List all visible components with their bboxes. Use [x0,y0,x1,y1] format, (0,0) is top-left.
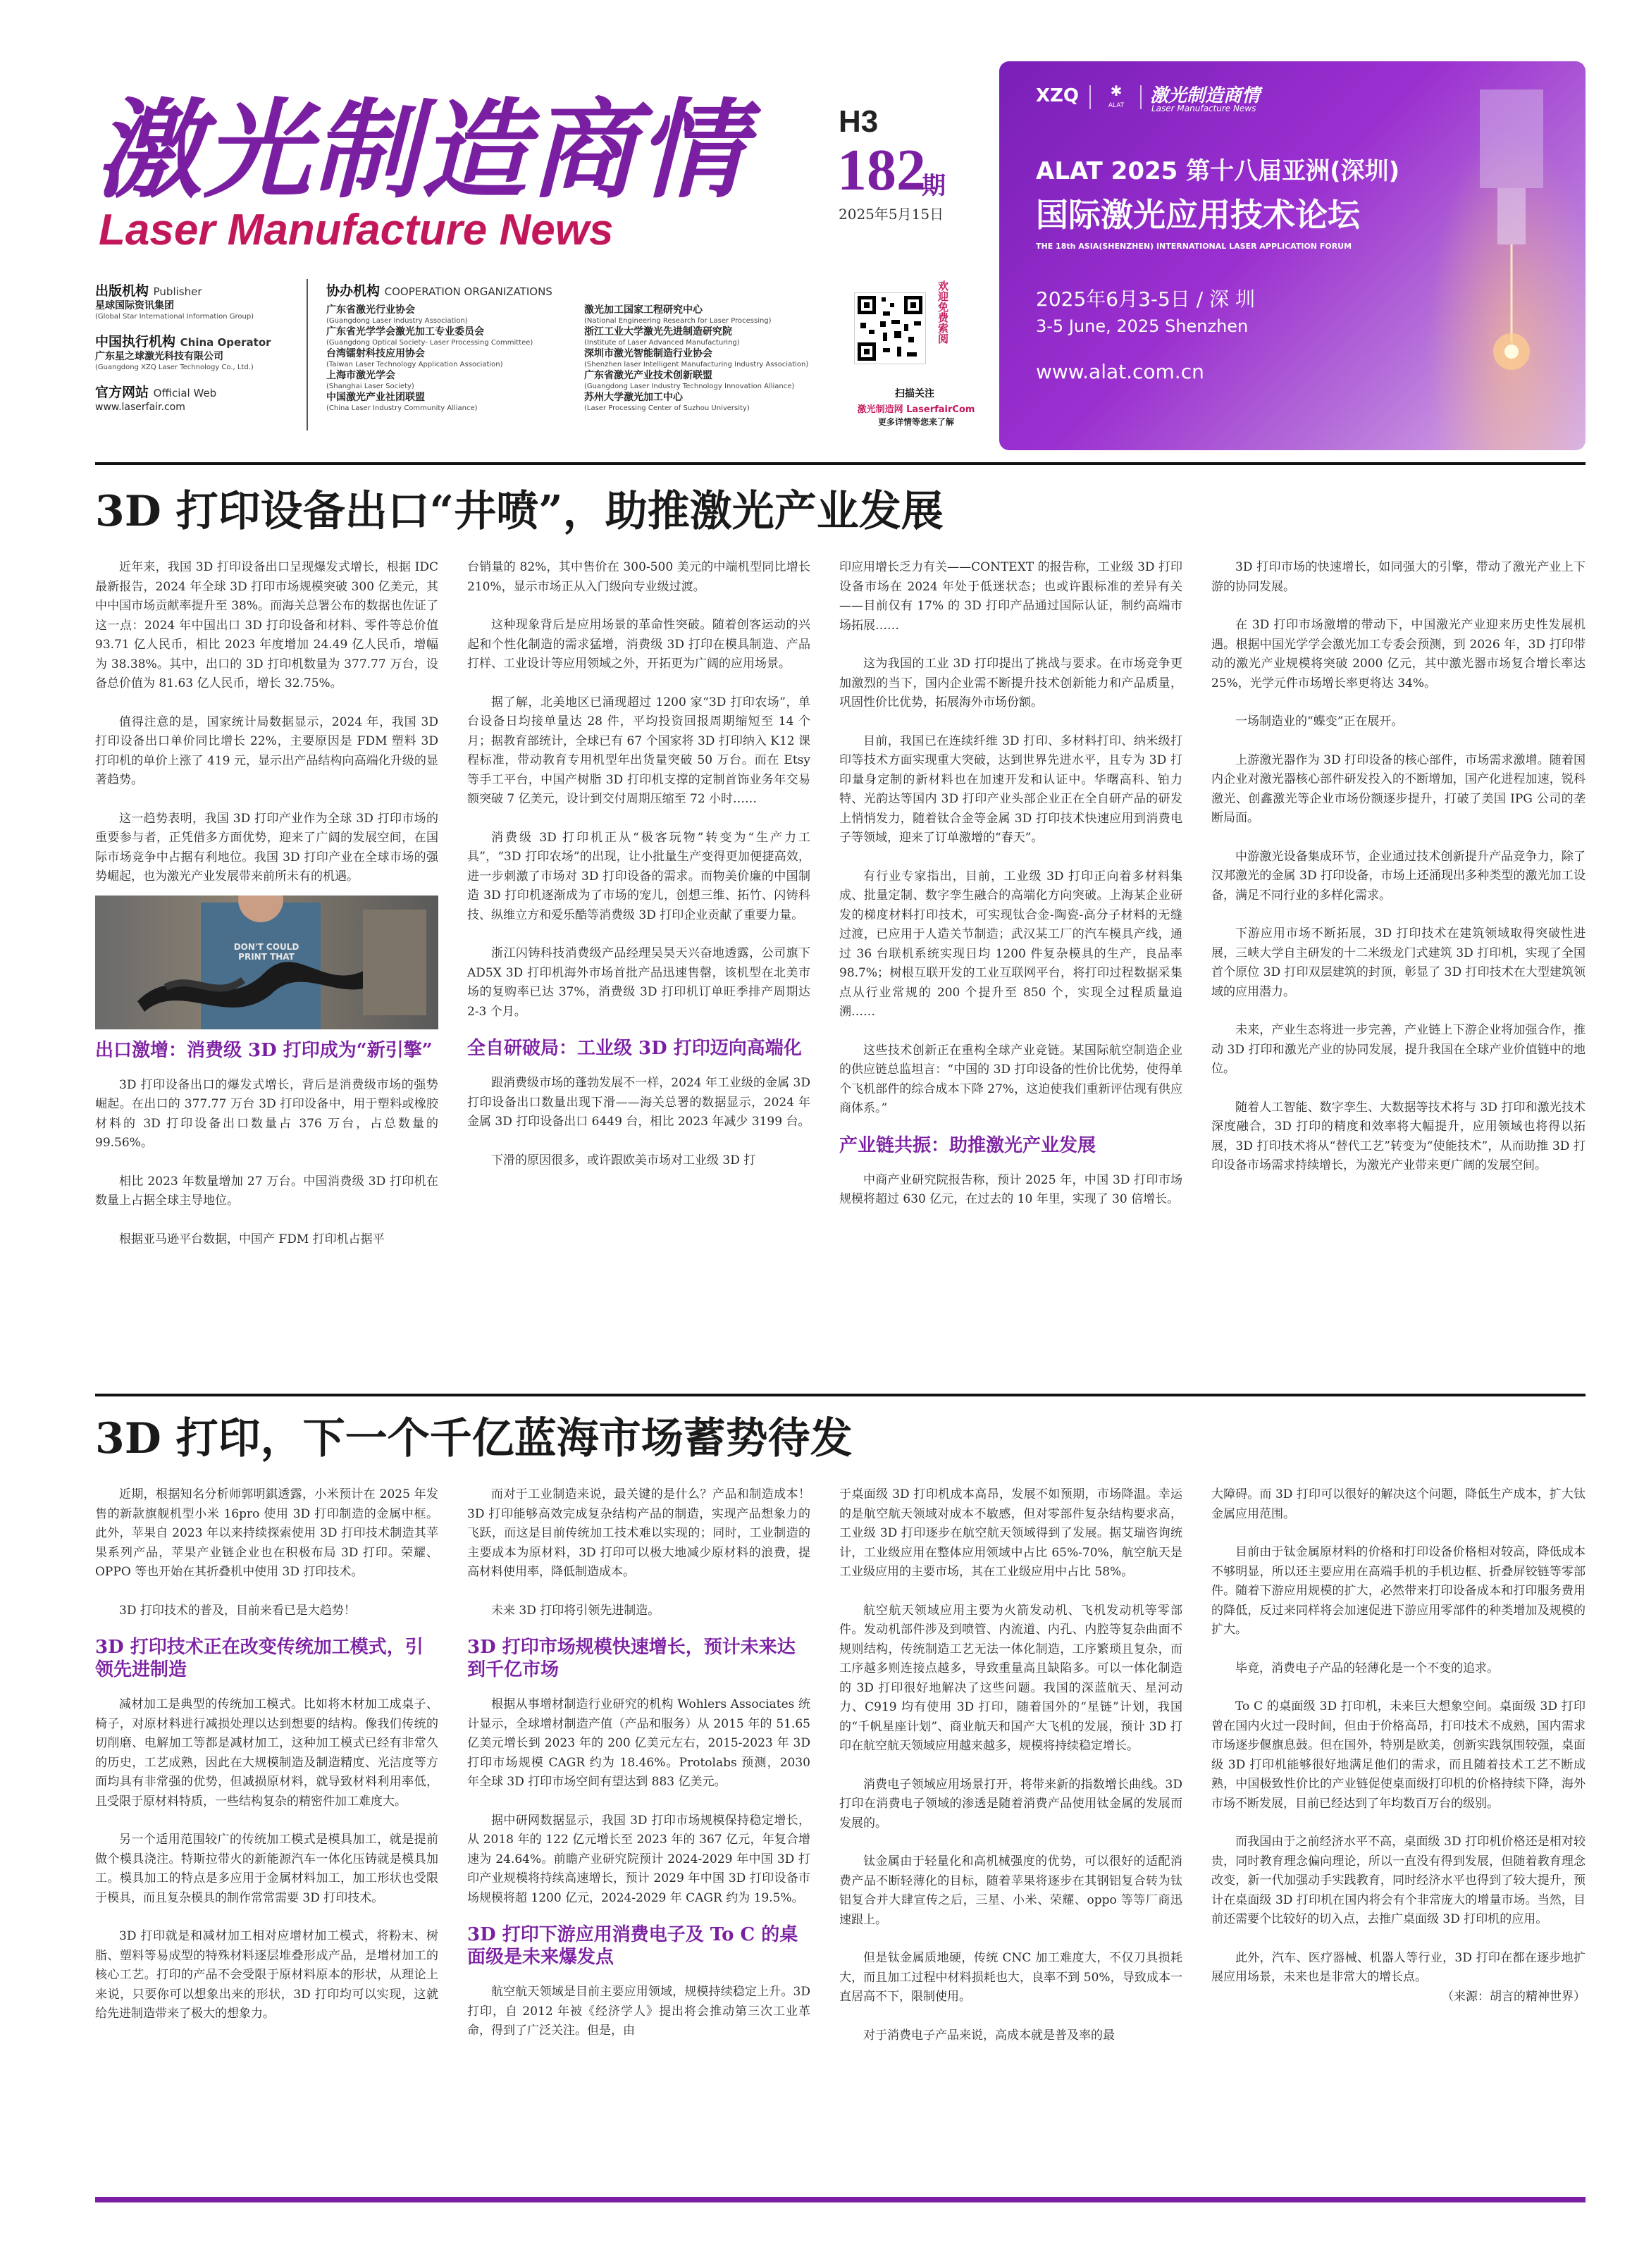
coop-name: 广东省光学学会激光加工专业委员会 [326,326,484,337]
paragraph: 3D 打印市场的快速增长，如同强大的引擎，带动了激光产业上下游的协同发展。 [1211,560,1586,594]
coop-en: (Laser Processing Center of Suzhou University) [584,404,750,412]
paragraph: 于桌面级 3D 打印机成本高昂，发展不如预期，市场降温。幸运的是航空航天领域对成本不敏感，但对零部件复杂结构要求高，工业级 3D 打印逐步在航空航天领域得到了发展。据艾瑞咨询统计，工业级应用在整体应用领域中占比 65%-70%，航空航天是工业级应用的主要市场，其在工业级应用中占比 58%。 [839,1487,1182,1579]
paragraph: 据了解，北美地区已涌现超过 1200 家“3D 打印农场”，单台设备日均接单量达 28 件，平均投资回报周期缩短至 14 个月；据教育部统计，全球已有 67 个国家将 3D 打印纳入 K12 课程标准，带动教育专用机型年出货量突破 50 万台。而在 Etsy 等手工平台，中国产树脂 3D 打印机支撑的定制首饰业务年交易额突破 7 亿美元，设计到交付周期压缩至 72 小时…… [467,695,810,806]
qr-scan-label: 扫描关注 [895,388,934,399]
coop-name: 苏州大学激光加工中心 [584,392,683,403]
paragraph: 这种现象背后是应用场景的革命性突破。随着创客运动的兴起和个性化制造的需求猛增，消费级 3D 打印在模具制造、产品打样、工业设计等应用领域之外，开拓更为广阔的应用场景。 [467,618,810,671]
article1-subhead-1: 出口激增：消费级 3D 打印成为“新引擎” [95,1039,433,1061]
coop-en: (China Laser Industry Community Alliance) [326,404,478,412]
ad-forum-title-en: THE 18th ASIA(SHENZHEN) INTERNATIONAL LASER APPLICATION FORUM [1036,242,1352,251]
coop-item [326,391,559,413]
cooperation-right-list [584,304,824,413]
qr-side-text: 欢迎免费索阅 [937,280,949,344]
publisher-label-group [95,280,299,299]
bottom-rule [95,2197,1586,2202]
article1-col3 [839,558,1182,1210]
coop-en: (Guangdong Optical Society- Laser Processing Committee) [326,339,533,347]
paragraph: 近年来，我国 3D 打印设备出口呈现爆发式增长，根据 IDC 最新报告，2024 年全球 3D 打印市场规模突破 300 亿美元，其中中国市场贡献率提升至 38%。而海关总署公布的数据也佐证了这一点：2024 年中国出口 3D 打印设备和材料、零件等总价值 93.71 亿人民币，相比 2023 年度增加 24.49 亿人民币，增幅为 38.38%。其中，出口的 3D 打印机数量为 377.77 万台，设备总价值为 81.63 亿人民币，增长 32.75%。 [95,560,438,690]
coop-name: 广东省激光行业协会 [326,304,415,316]
masthead-logo-en: Laser Manufacture News [99,206,614,254]
article1-subhead-3: 产业链共振：助推激光产业发展 [839,1134,1096,1156]
coop-item [584,347,824,369]
ad-url[interactable]: www.alat.com.cn [1036,360,1204,383]
coop-en: (National Engineering Research for Laser Processing) [584,317,772,325]
coop-name: 台湾镭射科技应用协会 [326,348,425,359]
printed-sculpture-image [95,896,438,1029]
qr-more: 更多详情等您来了解 [877,417,954,427]
website-url[interactable]: www.laserfair.com [95,402,185,413]
coop-name: 中国激光产业社团联盟 [326,392,425,403]
coop-en: (Shenzhen laser Intelligent Manufacturing Industry Association) [584,361,809,368]
paragraph: 据中研网数据显示，我国 3D 打印市场规模保持稳定增长，从 2018 年的 122 亿元增长至 2023 年的 367 亿元，年复合增速为 24.64%。前瞻产业研究院预计 2024-2029 年中国 3D 打印产业规模将持续高速增长，预计 2029 年中国 3D 打印设备市场规模将超 1200 亿元，2024-2029 年 CAGR 约为 19.5%。 [467,1813,810,1905]
paragraph: 但是钛金属质地硬，传统 CNC 加工难度大，不仅刀具损耗大，而且加工过程中材料损耗也大，良率不到 50%，导致成本一直居高不下，限制使用。 [839,1951,1182,2004]
issue-date: 2025年5月15日 [839,206,944,223]
article2-source: （来源：胡言的精神世界） [1442,1989,1586,2004]
cooperation-label-group [326,280,834,299]
section-rule [95,1394,1586,1396]
forum-advertisement[interactable] [999,61,1586,450]
paragraph: 目前，我国已在连续纤维 3D 打印、多材料打印、纳米级打印等技术方面实现重大突破，达到世界先进水平，且专为 3D 打印量身定制的新材料也在加速开发和认证中。华曙高科、铂力特、光韵达等国内 3D 打印产业头部企业正在全自研产品的研发上悄悄发力，随着钛合金等金属 3D 打印技术快速应用到消费电子等领域，迎来了订单激增的“春天”。 [839,733,1182,845]
paragraph: 浙江闪铸科技消费级产品经理吴昊天兴奋地透露，公司旗下 AD5X 3D 打印机海外市场首批产品迅速售罄，该机型在北美市场的复购率已达 37%，消费级 3D 打印机订单旺季排产周期达 2-3 个月。 [467,946,810,1019]
paragraph: 跟消费级市场的蓬勃发展不一样，2024 年工业级的金属 3D 打印设备出口数量出现下滑——海关总署的数据显示，2024 年金属 3D 打印设备出口 6449 台，相比 2023 年减少 3199 台。 [467,1076,810,1129]
paragraph: 台销量的 82%，其中售价在 300-500 美元的中端机型同比增长 210%，显示市场正从入门级向专业级过渡。 [467,560,810,594]
website-label-group [95,382,299,401]
paragraph: 中商产业研究院报告称，预计 2025 年，中国 3D 打印市场规模将超过 630 亿元，在过去的 10 年里，实现了 30 倍增长。 [839,1172,1182,1206]
qr-account: 激光制造网 LaserfairCom [857,404,975,415]
article1-photo [95,896,438,1029]
publisher-label-en: Publisher [153,285,202,298]
coop-en: (Guangdong Laser Industry Technology Innovation Alliance) [584,383,795,390]
article2-headline: 3D 打印，下一个千亿蓝海市场蓄势待发 [95,1414,853,1463]
article2-subhead-1: 3D 打印技术正在改变传统加工模式，引领先进制造 [95,1637,424,1680]
coop-item [326,326,559,347]
paragraph: 根据亚马逊平台数据，中国产 FDM 打印机占据平 [119,1232,385,1246]
paragraph: 根据从事增材制造行业研究的机构 Wohlers Associates 统计显示，全球增材制造产值（产品和服务）从 2015 年的 51.65 亿美元增长到 2023 年的 200 亿美元左右，2015-2023 年 3D 打印市场规模 CAGR 约为 18.46%。Protolabs 预测，2030 年全球 3D 打印市场空间有望达到 883 亿美元。 [467,1697,810,1789]
cooperation-block [326,280,834,413]
ad-brand-divider [1140,85,1142,109]
article1-col4 [1211,558,1586,1176]
issue-number: 182 [837,137,926,203]
cooperation-left-list [326,304,559,413]
publisher-name-en: (Global Star International Information Group) [95,313,254,321]
paragraph: 值得注意的是，国家统计局数据显示，2024 年，我国 3D 打印设备出口单价同比增长 22%，主要原因是 FDM 塑料 3D 打印机的单价上涨了 419 元，显示出产品结构向高端化升级的显著趋势。 [95,714,438,787]
article2-subhead-2: 3D 打印市场规模快速增长，预计未来达到千亿市场 [467,1637,796,1680]
ad-brand-xzq: XZQ [1036,85,1080,106]
paragraph: 随着人工智能、数字孪生、大数据等技术将与 3D 打印和激光技术深度融合，3D 打印的精度和效率将大幅提升，应用领域也将得以拓展，3D 打印技术将从“替代工艺”转变为“使能技术”，从而助推 3D 打印设备市场需求持续增长，为激光产业带来更广阔的发展空间。 [1211,1100,1586,1172]
article1-col1 [95,558,438,1249]
article2-subhead-3: 3D 打印下游应用消费电子及 To C 的桌面级是未来爆发点 [467,1924,798,1968]
paragraph: 此外，汽车、医疗器械、机器人等行业，3D 打印在都在逐步地扩展应用场景，未来也是非常大的增长点。 [1211,1950,1586,1984]
ad-brand-en: Laser Manufacture News [1151,104,1256,113]
operator-label: 中国执行机构 [95,334,176,349]
article1-col2 [467,558,810,1170]
paragraph: 消费电子领域应用场景打开，将带来新的指数增长曲线。3D 打印在消费电子领域的渗透是随着消费产品使用钛金属的发展而发展的。 [839,1777,1182,1830]
ad-brand-divider [1089,85,1091,109]
operator-label-group [95,331,299,350]
coop-item [326,304,559,326]
qr-code[interactable] [854,292,926,364]
coop-en: (Guangdong Laser Industry Association) [326,317,468,325]
paragraph: 对于消费电子产品来说，高成本就是普及率的最 [863,2028,1115,2043]
coop-item [584,304,824,326]
cooperation-label: 协办机构 [326,283,381,299]
section-label: H3 [839,104,879,139]
paragraph: 相比 2023 年数量增加 27 万台。中国消费级 3D 打印机在数量上占据全球主导地位。 [95,1174,438,1208]
coop-name: 深圳市激光智能制造行业协会 [584,348,712,359]
article2-col1 [95,1485,438,2024]
article2-col4 [1211,1485,1586,2007]
cooperation-label-en: COOPERATION ORGANIZATIONS [384,285,552,298]
paragraph: 3D 打印就是和减材加工相对应增材加工模式，将粉末、树脂、塑料等易成型的特殊材料逐层堆叠形成产品，是增材加工的核心工艺。打印的产品不会受限于原材料原本的形状，从理论上来说，只要你可以想象出来的形状，3D 打印均可以实现，这就给先进制造带来了极大的想象力。 [95,1929,438,2021]
coop-item [584,369,824,391]
publisher-block [95,280,299,414]
laser-machine-graphic [1430,89,1571,442]
paragraph: 下滑的原因很多，或许跟欧美市场对工业级 3D 打 [491,1153,756,1167]
paragraph: 消费级 3D 打印机正从“极客玩物”转变为“生产力工具”，“3D 打印农场”的出现，让小批量生产变得更加便捷高效，进一步刺激了市场对 3D 打印设备的需求。而物美价廉的中国制造 3D 打印机逐渐成为了市场的宠儿，创想三维、拓竹、闪铸科技、纵维立方和爱乐酷等消费级 3D 打印企业贡献了重要力量。 [467,830,810,922]
paragraph: 未来 3D 打印将引领先进制造。 [491,1603,660,1618]
issue-suffix: 期 [922,172,946,200]
coop-en: (Taiwan Laser Technology Application Association) [326,361,503,368]
paragraph: 而对于工业制造来说，最关键的是什么？产品和制造成本！3D 打印能够高效完成复杂结构产品的制造，实现产品想象力的飞跃，而这是目前传统加工技术难以实现的；同时，工业制造的主要成本为原材料，3D 打印可以极大地减少原材料的浪费，提高材料使用率，降低制造成本。 [467,1487,810,1579]
ad-forum-line1: ALAT 2025 第十八届亚洲(深圳) [1036,157,1400,185]
paragraph: 航空航天领域是目前主要应用领域，规模持续稳定上升。3D 打印，自 2012 年被《经济学人》提出将会推动第三次工业革命，得到了广泛关注。但是，由 [467,1985,810,2038]
operator-label-en: China Operator [180,336,271,349]
paragraph: 减材加工是典型的传统加工模式。比如将木材加工成桌子、椅子，对原材料进行减损处理以达到想要的结构。像我们传统的切削磨、电解加工等都是减材加工，这种加工模式已经有非常久的历史，工艺成熟，因此在大规模制造及制造精度、光洁度等方面均具有非常强的优势，但减损原材料，就导致材料利用率低，且受限于原材料特质，一些结构复杂的精密件加工难度大。 [95,1697,438,1809]
paragraph: 下游应用市场不断拓展，3D 打印技术在建筑领域取得突破性进展，三峡大学自主研发的十二米级龙门式建筑 3D 打印机，实现了全国首个原位 3D 打印双层建筑的封顶，彰显了 3D 打印技术在大型建筑领域的应用潜力。 [1211,927,1586,999]
coop-name: 浙江工业大学激光先进制造研究院 [584,326,732,337]
ad-date-cn: 2025年6月3-5日 / 深 圳 [1036,287,1255,311]
coop-name: 广东省激光产业技术创新联盟 [584,370,712,381]
paragraph: 3D 打印技术的普及，目前来看已是大趋势！ [119,1603,356,1618]
article1-subhead-2: 全自研破局：工业级 3D 打印迈向高端化 [467,1038,802,1059]
paragraph: 印应用增长乏力有关——CONTEXT 的报告称，工业级 3D 打印设备市场在 2024 年处于低迷状态；也或许跟标准的差异有关——目前仅有 17% 的 3D 打印产品通过国际认证，制约高端市场拓展…… [839,560,1182,633]
coop-item [326,347,559,369]
paragraph: 中游激光设备集成环节，企业通过技术创新提升产品竞争力，除了汉邦激光的金属 3D 打印设备，市场上还涌现出多种类型的激光加工设备，满足不同行业的多样化需求。 [1211,849,1586,903]
paragraph: 上游激光器作为 3D 打印设备的核心部件，市场需求激增。随着国内企业对激光器核心部件研发投入的不断增加，国产化进程加速，锐科激光、创鑫激光等企业市场份额逐步提升，打破了美国 IPG 公司的垄断局面。 [1211,752,1586,825]
paragraph: 近期，根据知名分析师郭明錤透露，小米预计在 2025 年发售的新款旗舰机型小米 16pro 使用 3D 打印制造的金属中框。此外，苹果自 2023 年以来持续探索使用 3D 打印技术制造其苹果系列产品，苹果产业链企业也在积极布局 3D 打印。荣耀、OPPO 等也开始在其折叠机中使用 3D 打印技术。 [95,1487,438,1579]
coop-item [584,391,824,413]
masthead-logo-cn: 激光制造商情 [95,88,746,213]
website-label: 官方网站 [95,385,149,400]
coop-item [326,369,559,391]
article2-col2 [467,1485,810,2041]
paragraph: 大障碍。而 3D 打印可以很好的解决这个问题，降低生产成本，扩大钛金属应用范围。 [1211,1487,1586,1521]
alat-logo-icon: ✱ [1110,82,1123,99]
ad-brand-cn: 激光制造商情 [1150,85,1261,106]
paragraph: 另一个适用范围较广的传统加工模式是模具加工，就是提前做个模具浇注。特斯拉带火的新能源汽车一体化压铸就是模具加工。模具加工的特点是多应用于金属材料加工，加工形状也受限于模具，而且复杂模具的制作常常需要 3D 打印技术。 [95,1833,438,1905]
coop-en: (Institute of Laser Advanced Manufacturing) [584,339,740,347]
paragraph: 在 3D 打印市场激增的带动下，中国激光产业迎来历史性发展机遇。根据中国光学学会激光加工专委会预测，到 2026 年，3D 打印带动的激光产业规模将突破 2000 亿元，其中激光器市场复合增长率达 25%，光学元件市场增长率更将达 34%。 [1211,618,1586,690]
paragraph: To C 的桌面级 3D 打印机，未来巨大想象空间。桌面级 3D 打印曾在国内火过一段时间，但由于价格高昂，打印技术不成熟，国内需求市场逐步偃旗息鼓。但在国外，特别是欧美，创新实践氛围较强，桌面级 3D 打印机能够很好地满足他们的需求，而且随着技术工艺不断成熟，中国极致性价比的产业链促使桌面级打印机的价格持续下降，海外市场不断发展，目前已经达到了年均数百万台的级别。 [1211,1699,1586,1811]
paragraph: 航空航天领域应用主要为火箭发动机、飞机发动机等零部件。发动机部件涉及到喷管、内流道、内孔、内腔等复杂曲面不规则结构，传统制造工艺无法一体化制造，工序繁琐且复杂，而工序越多则连接点越多，导致重量高且缺陷多。可以一体化制造的 3D 打印很好地解决了这些问题。我国的深蓝航天、星河动力、C919 均有使用 3D 打印，随着国外的“星链”计划，我国的“千帆星座计划”、商业航天和国产大飞机的发展，预计 3D 打印在航空航天领域应用越来越多，规模将持续稳定增长。 [839,1603,1182,1753]
coop-item [584,326,824,347]
publisher-label: 出版机构 [95,283,149,299]
paragraph: 这些技术创新正在重构全球产业竞链。某国际航空制造企业的供应链总监坦言：“中国的 3D 打印设备的性价比优势，使得单个飞机部件的综合成本下降 27%，这迫使我们重新评估现有供应商体系。” [839,1043,1182,1115]
paragraph: 而我国由于之前经济水平不高，桌面级 3D 打印机价格还是相对较贵，同时教育理念偏向理论，所以一直没有得到发展，但随着教育理念改变，新一代加强动手实践教育，同时经济水平也得到了较大提升，预计在桌面级 3D 打印机在国内将会有个非常庞大的增量市场。当然，目前还需要个比较好的切入点，去推广桌面级 3D 打印机的应用。 [1211,1835,1586,1926]
article1-headline: 3D 打印设备出口“井喷”，助推激光产业发展 [95,487,944,536]
coop-name: 激光加工国家工程研究中心 [584,304,703,316]
paragraph: 3D 打印设备出口的爆发式增长，背后是消费级市场的强势崛起。在出口的 377.77 万台 3D 打印设备中，用于塑料或橡胶材料的 3D 打印设备出口数量占 376 万台，占总数量的 99.56%。 [95,1077,438,1150]
paragraph: 一场制造业的“蝶变”正在展开。 [1235,714,1404,729]
article2-col3 [839,1485,1182,2045]
paragraph: 毕竟，消费电子产品的轻薄化是一个不变的追求。 [1235,1661,1499,1675]
publisher-name: 星球国际资讯集团 [95,300,174,311]
ad-date-en: 3-5 June, 2025 Shenzhen [1036,316,1249,336]
paragraph: 目前由于钛金属原材料的价格和打印设备价格相对较高，降低成本不够明显，所以还主要应用在高端手机的手机边框、折叠屏铰链等零部件。随着下游应用规模的扩大，必然带来打印设备成本和打印服务费用的降低，反过来同样将会加速促进下游应用零部件的种类增加及规模的扩大。 [1211,1545,1586,1637]
paragraph: 钛金属由于轻量化和高机械强度的优势，可以很好的适配消费产品不断轻薄化的目标，随着苹果将逐步在其钢铝复合转为钛铝复合并大肆宣传之后，三星、小米、荣耀、oppo 等等厂商迅速跟上。 [839,1854,1182,1927]
photo-shirt-text: DON'T COULD PRINT THAT [233,941,299,962]
paragraph: 未来，产业生态将进一步完善，产业链上下游企业将加强合作，推动 3D 打印和激光产业的协同发展，提升我国在全球产业价值链中的地位。 [1211,1023,1586,1076]
operator-name: 广东星之球激光科技有限公司 [95,351,223,362]
ad-forum-title: 国际激光应用技术论坛 [1036,196,1360,234]
ad-brand-alat: ALAT [1108,102,1125,109]
paragraph: 有行业专家指出，目前，工业级 3D 打印正向着多材料集成、批量定制、数字孪生融合的高端化方向突破。上海某企业研发的梯度材料打印技术，可实现钛合金-陶瓷-高分子材料的无缝过渡，已应用于人造关节制造；武汉某工厂的汽车模具产线，通过 36 台联机系统实现日均 1200 件复杂模具的生产，良品率 98.7%；树根互联开发的工业互联网平台，将打印过程数据采集点从行业常规的 200 个提升至 850 个，实现全过程质量追溯…… [839,869,1182,1019]
coop-en: (Shanghai Laser Society) [326,383,414,390]
paragraph: 这一趋势表明，我国 3D 打印产业作为全球 3D 打印市场的重要参与者，正凭借多方面优势，迎来了广阔的发展空间，在国际市场竞争中占据有利地位。我国 3D 打印产业在全球市场的强势崛起，也为激光产业发展带来前所未有的机遇。 [95,811,438,884]
operator-name-en: (Guangdong XZQ Laser Technology Co., Ltd.) [95,364,254,371]
top-rule [95,462,1586,465]
info-divider [307,279,308,430]
website-label-en: Official Web [153,387,217,399]
paragraph: 这为我国的工业 3D 打印提出了挑战与要求。在市场竞争更加激烈的当下，国内企业需不断提升技术创新能力和产品质量，巩固性价比优势，拓展海外市场份额。 [839,657,1182,709]
coop-name: 上海市激光学会 [326,370,395,381]
